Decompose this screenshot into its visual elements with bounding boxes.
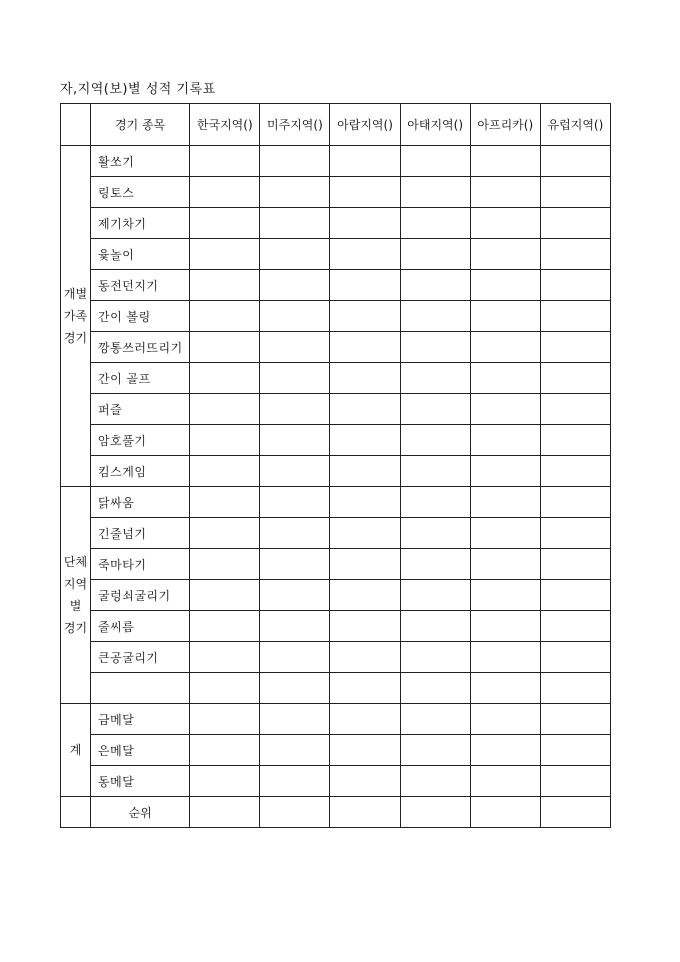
table-row <box>61 394 611 425</box>
score-cell <box>540 177 610 208</box>
score-cell <box>190 549 260 580</box>
score-cell <box>260 425 330 456</box>
event-name-cell: 암호풀기 <box>91 425 190 456</box>
event-name-cell: 간이 골프 <box>91 363 190 394</box>
score-cell <box>190 394 260 425</box>
score-cell <box>470 394 540 425</box>
score-cell <box>400 611 470 642</box>
event-name-cell: 제기차기 <box>91 208 190 239</box>
rank-score-cell <box>330 797 400 828</box>
event-name-cell: 줄씨름 <box>91 611 190 642</box>
score-cell <box>330 239 400 270</box>
score-cell <box>260 487 330 518</box>
group-label-cell <box>61 487 91 704</box>
score-cell <box>260 549 330 580</box>
score-cell <box>190 487 260 518</box>
score-cell <box>470 735 540 766</box>
event-column-header: 경기 종목 <box>91 104 190 146</box>
score-cell <box>470 146 540 177</box>
score-cell <box>190 425 260 456</box>
score-cell <box>260 580 330 611</box>
event-name-cell: 링토스 <box>91 177 190 208</box>
table-row <box>61 208 611 239</box>
score-cell <box>260 177 330 208</box>
event-name-cell: 깡통쓰러뜨리기 <box>91 332 190 363</box>
score-cell <box>540 580 610 611</box>
score-cell <box>260 642 330 673</box>
score-cell <box>470 301 540 332</box>
event-name-cell: 은메달 <box>91 735 190 766</box>
score-cell <box>470 580 540 611</box>
score-cell <box>330 425 400 456</box>
score-cell <box>400 394 470 425</box>
score-cell <box>400 642 470 673</box>
group-label-line: 경기 <box>63 331 88 345</box>
score-cell <box>470 549 540 580</box>
score-cell <box>400 487 470 518</box>
event-name-cell: 윷놀이 <box>91 239 190 270</box>
score-cell <box>470 177 540 208</box>
table-row <box>61 487 611 518</box>
score-cell <box>400 146 470 177</box>
score-cell <box>330 363 400 394</box>
score-cell <box>400 704 470 735</box>
table-row <box>61 363 611 394</box>
score-cell <box>330 332 400 363</box>
score-cell <box>330 270 400 301</box>
score-cell <box>190 270 260 301</box>
score-cell <box>330 766 400 797</box>
score-cell <box>330 611 400 642</box>
region-header-americas: 미주지역() <box>260 104 330 146</box>
group-label-line: 지역 <box>63 577 88 591</box>
score-cell <box>330 177 400 208</box>
score-cell <box>470 270 540 301</box>
score-cell <box>470 487 540 518</box>
rank-label-cell: 순위 <box>91 797 190 828</box>
score-cell <box>260 518 330 549</box>
score-cell <box>540 642 610 673</box>
event-name-cell: 닭싸움 <box>91 487 190 518</box>
score-cell <box>400 766 470 797</box>
score-cell <box>190 363 260 394</box>
event-name-cell: 금메달 <box>91 704 190 735</box>
corner-cell <box>61 104 91 146</box>
score-cell <box>540 487 610 518</box>
score-cell <box>330 735 400 766</box>
score-cell <box>470 363 540 394</box>
table-row <box>61 456 611 487</box>
score-cell <box>260 208 330 239</box>
score-cell <box>260 394 330 425</box>
rank-group-cell <box>61 797 91 828</box>
table-body <box>61 146 611 828</box>
score-cell <box>190 456 260 487</box>
region-header-asia-pacific: 아태지역() <box>400 104 470 146</box>
score-cell <box>400 301 470 332</box>
score-cell <box>470 673 540 704</box>
event-name-cell <box>91 673 190 704</box>
event-name-cell: 동전던지기 <box>91 270 190 301</box>
event-name-cell: 죽마타기 <box>91 549 190 580</box>
score-cell <box>260 332 330 363</box>
score-cell <box>540 735 610 766</box>
score-cell <box>470 425 540 456</box>
score-cell <box>400 270 470 301</box>
score-cell <box>190 332 260 363</box>
score-cell <box>540 456 610 487</box>
table-row <box>61 425 611 456</box>
score-cell <box>540 270 610 301</box>
group-label-line: 별 <box>69 599 82 613</box>
score-cell <box>540 704 610 735</box>
score-cell <box>260 735 330 766</box>
event-name-cell: 굴렁쇠굴리기 <box>91 580 190 611</box>
table-row <box>61 518 611 549</box>
rank-score-cell <box>260 797 330 828</box>
score-cell <box>540 332 610 363</box>
score-cell <box>540 549 610 580</box>
score-cell <box>470 208 540 239</box>
group-label-cell <box>61 146 91 487</box>
rank-row <box>61 797 611 828</box>
score-cell <box>540 394 610 425</box>
score-cell <box>470 456 540 487</box>
score-cell <box>540 208 610 239</box>
score-cell <box>470 642 540 673</box>
score-cell <box>540 146 610 177</box>
score-cell <box>400 239 470 270</box>
score-cell <box>190 177 260 208</box>
score-cell <box>190 673 260 704</box>
region-header-africa: 아프리카() <box>470 104 540 146</box>
document-title: 자,지역(보)별 성적 기록표 <box>60 82 216 97</box>
score-cell <box>260 704 330 735</box>
event-name-cell: 킴스게임 <box>91 456 190 487</box>
score-cell <box>540 301 610 332</box>
score-cell <box>190 611 260 642</box>
group-label-line: 단체 <box>63 555 88 569</box>
score-cell <box>330 580 400 611</box>
event-name-cell: 큰공굴리기 <box>91 642 190 673</box>
score-cell <box>470 611 540 642</box>
table-row <box>61 611 611 642</box>
score-cell <box>400 332 470 363</box>
score-cell <box>470 239 540 270</box>
table-row <box>61 580 611 611</box>
score-cell <box>540 363 610 394</box>
score-cell <box>330 208 400 239</box>
table-row <box>61 332 611 363</box>
region-header-arab: 아랍지역() <box>330 104 400 146</box>
rank-score-cell <box>540 797 610 828</box>
score-cell <box>470 518 540 549</box>
table-row <box>61 766 611 797</box>
rank-score-cell <box>470 797 540 828</box>
score-cell <box>330 673 400 704</box>
group-label-line: 경기 <box>63 621 88 635</box>
score-cell <box>400 177 470 208</box>
score-cell <box>470 704 540 735</box>
score-cell <box>540 239 610 270</box>
score-cell <box>260 611 330 642</box>
score-cell <box>540 425 610 456</box>
score-cell <box>260 239 330 270</box>
score-cell <box>540 611 610 642</box>
score-cell <box>330 146 400 177</box>
header-row <box>61 104 611 146</box>
score-record-table <box>60 103 611 828</box>
score-cell <box>540 766 610 797</box>
score-cell <box>260 673 330 704</box>
score-cell <box>190 642 260 673</box>
score-cell <box>330 518 400 549</box>
event-name-cell: 긴줄넘기 <box>91 518 190 549</box>
event-name-cell: 간이 볼링 <box>91 301 190 332</box>
group-label-line: 계 <box>69 743 82 757</box>
score-cell <box>330 487 400 518</box>
group-label-line: 가족 <box>63 309 88 323</box>
score-cell <box>330 456 400 487</box>
score-cell <box>330 642 400 673</box>
score-cell <box>470 766 540 797</box>
score-cell <box>330 301 400 332</box>
score-cell <box>400 208 470 239</box>
rank-score-cell <box>400 797 470 828</box>
score-cell <box>330 549 400 580</box>
score-cell <box>190 704 260 735</box>
score-cell <box>260 301 330 332</box>
score-cell <box>260 146 330 177</box>
score-cell <box>190 301 260 332</box>
score-cell <box>260 766 330 797</box>
score-cell <box>400 456 470 487</box>
score-cell <box>190 766 260 797</box>
score-cell <box>400 549 470 580</box>
table-row <box>61 177 611 208</box>
table-row <box>61 642 611 673</box>
event-name-cell: 활쏘기 <box>91 146 190 177</box>
score-cell <box>540 518 610 549</box>
score-cell <box>400 518 470 549</box>
score-cell <box>400 673 470 704</box>
table-row <box>61 270 611 301</box>
table-row <box>61 673 611 704</box>
table-row <box>61 549 611 580</box>
score-cell <box>400 580 470 611</box>
table-row <box>61 301 611 332</box>
score-cell <box>190 518 260 549</box>
score-cell <box>190 239 260 270</box>
group-label-cell <box>61 704 91 797</box>
rank-score-cell <box>190 797 260 828</box>
table-row <box>61 146 611 177</box>
score-cell <box>400 363 470 394</box>
score-cell <box>330 394 400 425</box>
score-cell <box>190 146 260 177</box>
score-cell <box>190 208 260 239</box>
score-cell <box>470 332 540 363</box>
table-row <box>61 239 611 270</box>
score-cell <box>400 735 470 766</box>
table-row <box>61 735 611 766</box>
region-header-korea: 한국지역() <box>190 104 260 146</box>
score-cell <box>260 270 330 301</box>
score-cell <box>190 735 260 766</box>
table-row <box>61 704 611 735</box>
score-cell <box>400 425 470 456</box>
region-header-europe: 유럽지역() <box>540 104 610 146</box>
score-cell <box>260 456 330 487</box>
score-cell <box>260 363 330 394</box>
score-cell <box>190 580 260 611</box>
event-name-cell: 동메달 <box>91 766 190 797</box>
score-cell <box>540 673 610 704</box>
group-label-line: 개별 <box>63 287 88 301</box>
event-name-cell: 퍼즐 <box>91 394 190 425</box>
score-cell <box>330 704 400 735</box>
